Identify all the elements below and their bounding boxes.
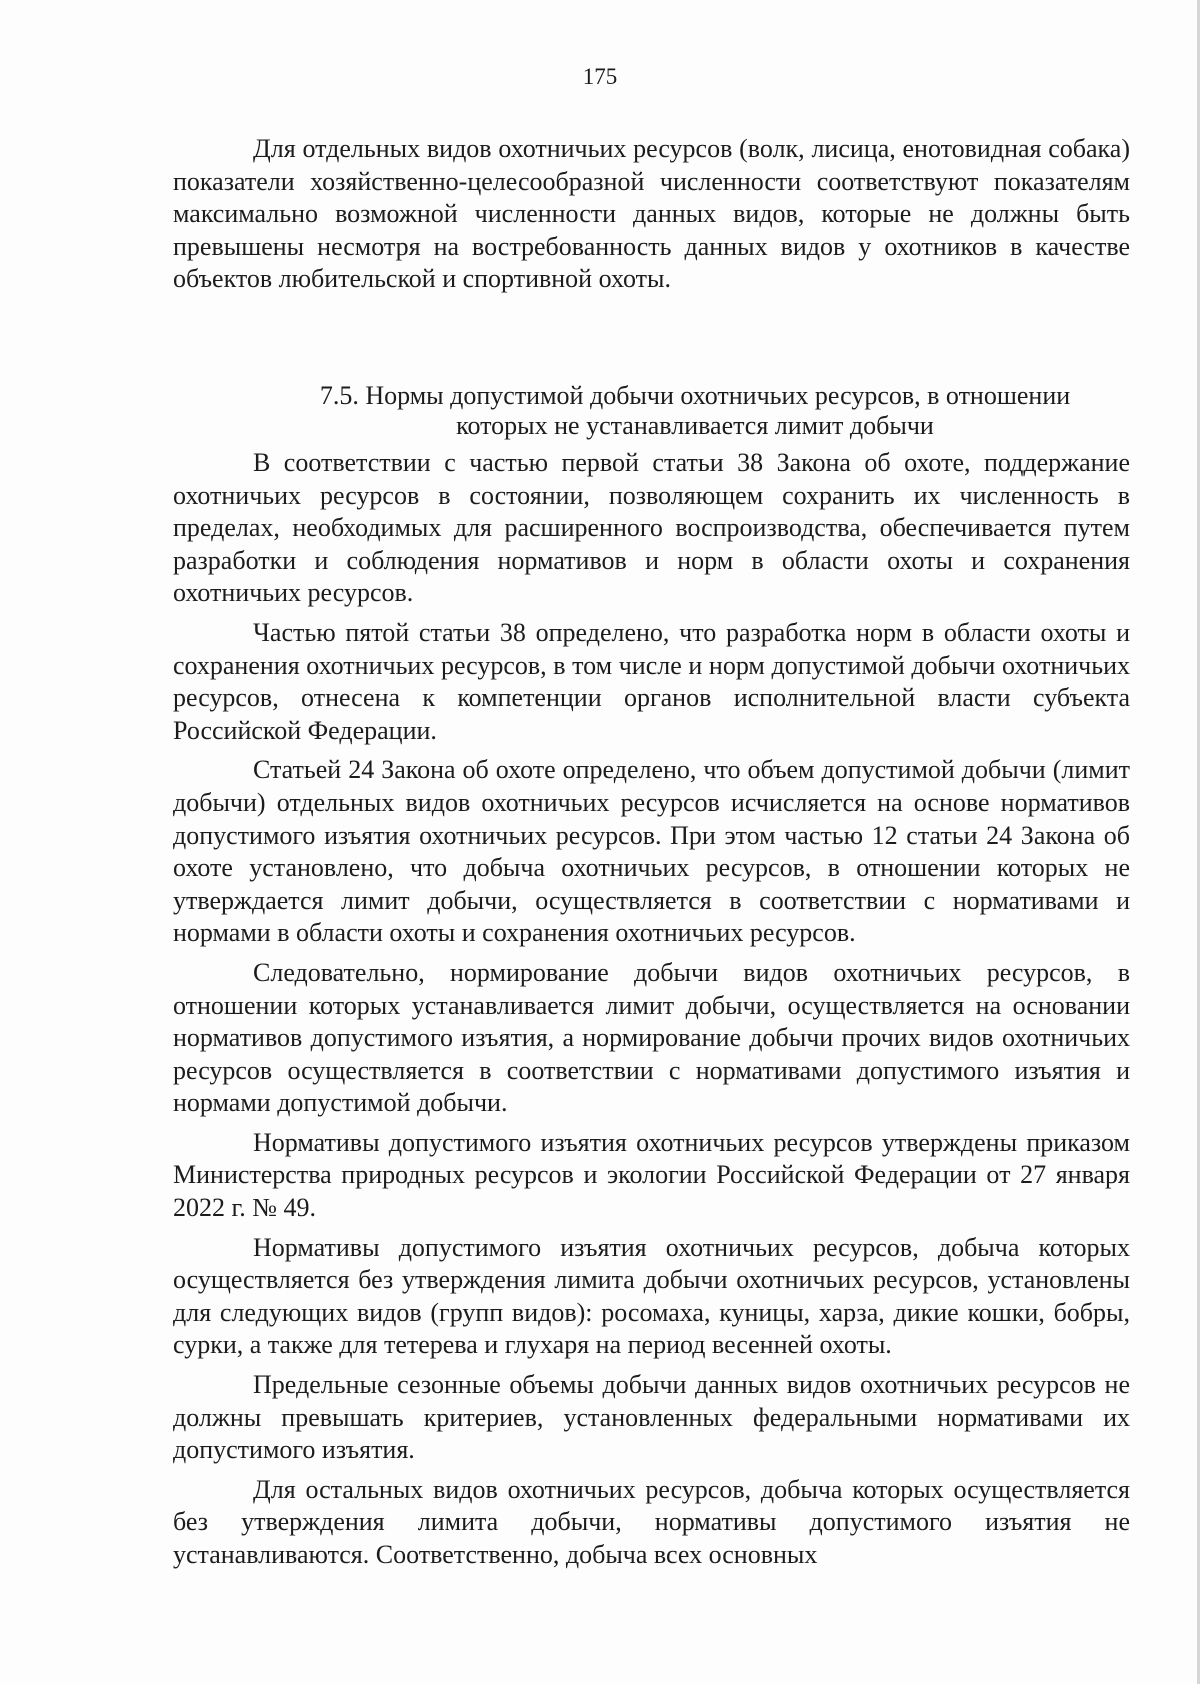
section-body [173,447,1130,1579]
body-paragraph-5: Нормативы допустимого изъятия охотничьих ресурсов утверждены приказом Министерства природных ресурсов и экологии Российской Федерации от 27 января 2022 г. № 49. [173,1127,1130,1223]
body-paragraph-8: Для остальных видов охотничьих ресурсов, добыча которых осуществляется без утверждения лимита добычи, нормативы допустимого изъятия не устанавливаются. Соответственно, добыча всех основных [173,1474,1130,1569]
body-paragraph-1: В соответствии с частью первой статьи 38 Закона об охоте, поддержание охотничьих ресурсов в состоянии, позволяющем сохранить их численность в пределах, необходимых для расширенного воспроизводства, обеспечивается путем разработки и соблюдения нормативов и норм в области охоты и сохранения охотничьих ресурсов. [173,448,1130,608]
section-heading [260,381,1130,441]
section-heading-line-1: 7.5. Нормы допустимой добычи охотничьих ресурсов, в отношении [319,381,1071,410]
intro-paragraph: Для отдельных видов охотничьих ресурсов (волк, лисица, енотовидная собака) показатели хозяйственно-целесообразной численности соответствуют показателям максимально возможной численности данных видов, которые не должны быть превышены несмотря на востребованность данных видов у охотников в качестве объектов любительской и спортивной охоты. [173,134,1130,294]
body-paragraph-3: Статьей 24 Закона об охоте определено, что объем допустимой добычи (лимит добычи) отдельных видов охотничьих ресурсов исчисляется на основе нормативов допустимого изъятия охотничьих ресурсов. При этом частью 12 статьи 24 Закона об охоте установлено, что добыча охотничьих ресурсов, в отношении которых не утверждается лимит добычи, осуществляется в соответствии с нормативами и нормами в области охоты и сохранения охотничьих ресурсов. [173,755,1130,948]
body-paragraph-7: Предельные сезонные объемы добычи данных видов охотничьих ресурсов не должны превышать критериев, установленных федеральными нормативами их допустимого изъятия. [173,1370,1130,1465]
body-paragraph-4: Следовательно, нормирование добычи видов охотничьих ресурсов, в отношении которых устанавливается лимит добычи, осуществляется на основании нормативов допустимого изъятия, а нормирование добычи прочих видов охотничьих ресурсов осуществляется в соответствии с нормативами допустимого изъятия и нормами допустимой добычи. [173,957,1130,1118]
body-paragraph-2: Частью пятой статьи 38 определено, что разработка норм в области охоты и сохранения охотничьих ресурсов, в том числе и норм допустимой добычи охотничьих ресурсов, отнесена к компетенции органов исполнительной власти субъекта Российской Федерации. [173,617,1130,745]
page-number: 175 [582,64,618,89]
section-heading-line-2: которых не устанавливается лимит добычи [456,411,934,440]
body-paragraph-6: Нормативы допустимого изъятия охотничьих ресурсов, добыча которых осуществляется без утверждения лимита добычи охотничьих ресурсов, установлены для следующих видов (групп видов): росомаха, куницы, харза, дикие кошки, бобры, сурки, а также для тетерева и глухаря на период весенней охоты. [173,1232,1130,1360]
intro-text-block [173,133,1130,303]
